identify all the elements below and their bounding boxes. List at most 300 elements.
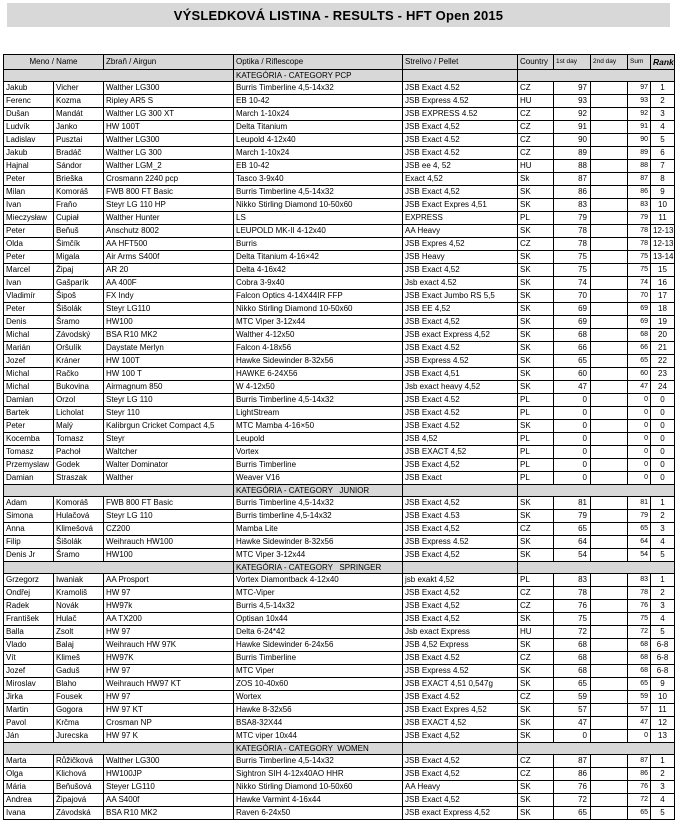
header-pellet: Strelivo / Pellet xyxy=(403,55,518,70)
cell-country: SK xyxy=(518,794,554,807)
cell-first-name: Ivan xyxy=(4,199,54,212)
cell-airgun: Walther LG 300 xyxy=(104,147,234,160)
cell-airgun: HW 100T xyxy=(104,355,234,368)
cell-rank: 4 xyxy=(651,121,675,134)
cell-airgun: Steyr LG 110 xyxy=(104,394,234,407)
table-row xyxy=(4,147,675,160)
cell-day1-score: 0 xyxy=(554,420,591,433)
cell-pellet: JSB EXACT 4,52 xyxy=(403,717,518,730)
table-row xyxy=(4,342,675,355)
cell-rank: 10 xyxy=(651,199,675,212)
table-row xyxy=(4,355,675,368)
cell-first-name: Peter xyxy=(4,251,54,264)
cell-rank: 2 xyxy=(651,587,675,600)
cell-sum: 0 xyxy=(628,433,651,446)
page-title-banner xyxy=(7,3,670,27)
cell-airgun: HW 97 K xyxy=(104,730,234,743)
cell-surname: Gašparík xyxy=(54,277,104,290)
cell-pellet: JSB Exact 4,52 xyxy=(403,459,518,472)
cell-sum: 65 xyxy=(628,355,651,368)
cell-surname: Závodský xyxy=(54,329,104,342)
cell-pellet: JSB Express 4.52 xyxy=(403,355,518,368)
cell-rank: 0 xyxy=(651,472,675,485)
cell-surname: Fraňo xyxy=(54,199,104,212)
cell-rank: 24 xyxy=(651,381,675,394)
cell-airgun: HW 97 KT xyxy=(104,704,234,717)
cell-sum: 0 xyxy=(628,459,651,472)
cell-day2-score xyxy=(591,95,628,108)
cell-sum: 68 xyxy=(628,639,651,652)
cell-day2-score xyxy=(591,134,628,147)
cell-first-name: Adam xyxy=(4,497,54,510)
cell-surname: Vicher xyxy=(54,82,104,95)
table-row xyxy=(4,730,675,743)
cell-day2-score xyxy=(591,497,628,510)
cell-day2-score xyxy=(591,381,628,394)
cell-rank: 6-8 xyxy=(651,639,675,652)
cell-day1-score: 81 xyxy=(554,497,591,510)
cell-sum: 76 xyxy=(628,781,651,794)
table-row xyxy=(4,768,675,781)
cell-first-name: Mária xyxy=(4,781,54,794)
cell-day1-score: 78 xyxy=(554,238,591,251)
cell-airgun: HW97k xyxy=(104,600,234,613)
cell-sum: 74 xyxy=(628,277,651,290)
cell-day1-score: 59 xyxy=(554,691,591,704)
cell-pellet: JSB Exact 4,52 xyxy=(403,316,518,329)
cell-country: HU xyxy=(518,626,554,639)
table-row xyxy=(4,433,675,446)
cell-day2-score xyxy=(591,108,628,121)
cell-airgun: AA HFT500 xyxy=(104,238,234,251)
table-row xyxy=(4,95,675,108)
cell-surname: Žipaj xyxy=(54,264,104,277)
cell-airgun: Daystate Merlyn xyxy=(104,342,234,355)
cell-pellet: JSB Exact 4,52 xyxy=(403,613,518,626)
cell-surname: Růžičková xyxy=(54,755,104,768)
cell-pellet: JSB Express 4.52 xyxy=(403,95,518,108)
cell-rank: 9 xyxy=(651,186,675,199)
cell-airgun: FWB 800 FT Basic xyxy=(104,497,234,510)
cell-country: SK xyxy=(518,536,554,549)
cell-sum: 69 xyxy=(628,316,651,329)
cell-pellet: JSB Exact 4,52 xyxy=(403,497,518,510)
cell-scope: Hawke Sidewinder 6-24x56 xyxy=(234,639,403,652)
cell-airgun: Walter Dominator xyxy=(104,459,234,472)
table-row xyxy=(4,225,675,238)
cell-sum: 59 xyxy=(628,691,651,704)
cell-country: CZ xyxy=(518,587,554,600)
cell-day1-score: 88 xyxy=(554,160,591,173)
cell-airgun: Steyr LG110 xyxy=(104,303,234,316)
cell-day1-score: 91 xyxy=(554,121,591,134)
table-row xyxy=(4,160,675,173)
table-row xyxy=(4,600,675,613)
cell-country: PL xyxy=(518,394,554,407)
cell-surname: Beňuš xyxy=(54,225,104,238)
cell-pellet: JSB Heavy xyxy=(403,251,518,264)
cell-day1-score: 64 xyxy=(554,536,591,549)
cell-first-name: Dušan xyxy=(4,108,54,121)
cell-pellet: JSB Exact 4.52 xyxy=(403,134,518,147)
cell-pellet: JSB exact Express 4,52 xyxy=(403,807,518,820)
cell-surname: Kráner xyxy=(54,355,104,368)
category-row xyxy=(4,70,675,82)
table-row xyxy=(4,329,675,342)
cell-scope: Hawke 8-32x56 xyxy=(234,704,403,717)
cell-sum: 81 xyxy=(628,497,651,510)
cell-first-name: Przemyslaw xyxy=(4,459,54,472)
cell-day1-score: 89 xyxy=(554,147,591,160)
table-row xyxy=(4,497,675,510)
cell-day1-score: 78 xyxy=(554,225,591,238)
cell-day1-score: 47 xyxy=(554,717,591,730)
cell-sum: 68 xyxy=(628,329,651,342)
header-sum: Sum xyxy=(628,55,651,70)
cell-surname: Blaho xyxy=(54,678,104,691)
cell-day1-score: 68 xyxy=(554,329,591,342)
cell-sum: 93 xyxy=(628,95,651,108)
table-row xyxy=(4,794,675,807)
cell-day1-score: 92 xyxy=(554,108,591,121)
cell-pellet: JSB Exact 4.52 xyxy=(403,691,518,704)
cell-rank: 12 xyxy=(651,717,675,730)
cell-rank: 3 xyxy=(651,523,675,536)
cell-sum: 90 xyxy=(628,134,651,147)
category-spacer-right xyxy=(518,485,675,497)
cell-sum: 87 xyxy=(628,755,651,768)
cell-pellet: JSB Expres 4,52 xyxy=(403,238,518,251)
cell-country: SK xyxy=(518,665,554,678)
cell-pellet: JSB Exact 4,52 xyxy=(403,549,518,562)
cell-scope: Burris timberline 4,5-14x32 xyxy=(234,510,403,523)
cell-day1-score: 69 xyxy=(554,316,591,329)
page-title: VÝSLEDKOVÁ LISTINA - RESULTS - HFT Open 2015 xyxy=(173,7,504,23)
cell-sum: 66 xyxy=(628,342,651,355)
cell-country: CZ xyxy=(518,238,554,251)
cell-rank: 0 xyxy=(651,459,675,472)
cell-sum: 92 xyxy=(628,108,651,121)
cell-airgun: Walther xyxy=(104,472,234,485)
cell-sum: 54 xyxy=(628,549,651,562)
cell-scope: Vortex xyxy=(234,446,403,459)
cell-sum: 72 xyxy=(628,626,651,639)
cell-day1-score: 0 xyxy=(554,433,591,446)
cell-sum: 47 xyxy=(628,381,651,394)
cell-first-name: Peter xyxy=(4,303,54,316)
cell-airgun: Ripley AR5 S xyxy=(104,95,234,108)
cell-airgun: AR 20 xyxy=(104,264,234,277)
cell-country: HU xyxy=(518,160,554,173)
cell-airgun: Weihrauch HW 97K xyxy=(104,639,234,652)
cell-first-name: Balla xyxy=(4,626,54,639)
cell-country: SK xyxy=(518,290,554,303)
cell-scope: Delta Titanium xyxy=(234,121,403,134)
category-title: KATEGÓRIA - CATEGORY WOMEN xyxy=(234,743,403,755)
cell-pellet: JSB Exact 4.52 xyxy=(403,147,518,160)
cell-surname: Godek xyxy=(54,459,104,472)
cell-sum: 83 xyxy=(628,574,651,587)
cell-sum: 79 xyxy=(628,510,651,523)
cell-surname: Bukovina xyxy=(54,381,104,394)
cell-airgun: Walther LG 300 XT xyxy=(104,108,234,121)
cell-day2-score xyxy=(591,212,628,225)
cell-first-name: Pavol xyxy=(4,717,54,730)
cell-sum: 65 xyxy=(628,807,651,820)
cell-day1-score: 83 xyxy=(554,199,591,212)
cell-rank: 1 xyxy=(651,755,675,768)
cell-sum: 75 xyxy=(628,613,651,626)
cell-first-name: Michal xyxy=(4,368,54,381)
cell-day2-score xyxy=(591,678,628,691)
cell-sum: 89 xyxy=(628,147,651,160)
cell-pellet: Jsb exact heavy 4,52 xyxy=(403,381,518,394)
cell-surname: Gogora xyxy=(54,704,104,717)
cell-first-name: Anna xyxy=(4,523,54,536)
cell-day1-score: 65 xyxy=(554,678,591,691)
cell-pellet: JSB Exact 4.52 xyxy=(403,394,518,407)
cell-country: CZ xyxy=(518,768,554,781)
cell-day1-score: 66 xyxy=(554,342,591,355)
cell-sum: 69 xyxy=(628,303,651,316)
cell-first-name: Martin xyxy=(4,704,54,717)
table-row xyxy=(4,665,675,678)
cell-day1-score: 65 xyxy=(554,523,591,536)
cell-surname: Komoráš xyxy=(54,497,104,510)
table-row xyxy=(4,613,675,626)
cell-first-name: Hajnal xyxy=(4,160,54,173)
cell-day1-score: 75 xyxy=(554,613,591,626)
cell-scope: Hawke Sidewinder 8-32x56 xyxy=(234,536,403,549)
cell-rank: 5 xyxy=(651,549,675,562)
cell-scope: Hawke Sidewinder 8-32x56 xyxy=(234,355,403,368)
cell-day1-score: 65 xyxy=(554,355,591,368)
cell-day1-score: 90 xyxy=(554,134,591,147)
cell-rank: 5 xyxy=(651,807,675,820)
cell-rank: 5 xyxy=(651,134,675,147)
cell-first-name: Ondřej xyxy=(4,587,54,600)
cell-sum: 72 xyxy=(628,794,651,807)
cell-sum: 87 xyxy=(628,173,651,186)
cell-scope: March 1-10x24 xyxy=(234,147,403,160)
table-row xyxy=(4,251,675,264)
cell-day1-score: 76 xyxy=(554,781,591,794)
cell-day2-score xyxy=(591,691,628,704)
cell-country: PL xyxy=(518,407,554,420)
cell-rank: 22 xyxy=(651,355,675,368)
cell-pellet: JSB Exact 4,51 xyxy=(403,368,518,381)
cell-surname: Migala xyxy=(54,251,104,264)
cell-scope: MTC Mamba 4-16×50 xyxy=(234,420,403,433)
cell-day1-score: 54 xyxy=(554,549,591,562)
cell-pellet: EXPRESS xyxy=(403,212,518,225)
cell-airgun: Anschutz 8002 xyxy=(104,225,234,238)
category-title: KATEGÓRIA - CATEGORY JUNIOR xyxy=(234,485,403,497)
cell-scope: MTC-Viper xyxy=(234,587,403,600)
cell-sum: 75 xyxy=(628,251,651,264)
cell-rank: 18 xyxy=(651,303,675,316)
category-title: KATEGÓRIA - CATEGORY SPRINGER xyxy=(234,562,403,574)
cell-day1-score: 0 xyxy=(554,459,591,472)
cell-sum: 86 xyxy=(628,768,651,781)
cell-airgun: HW 97 xyxy=(104,626,234,639)
cell-sum: 86 xyxy=(628,186,651,199)
cell-country: CZ xyxy=(518,652,554,665)
cell-surname: Komoráš xyxy=(54,186,104,199)
cell-pellet: JSB Exact 4,52 xyxy=(403,755,518,768)
cell-pellet: JSB Exact Expres 4,52 xyxy=(403,704,518,717)
cell-country: SK xyxy=(518,199,554,212)
cell-day2-score xyxy=(591,368,628,381)
cell-sum: 0 xyxy=(628,472,651,485)
table-row xyxy=(4,316,675,329)
cell-scope: Cobra 3-9x40 xyxy=(234,277,403,290)
cell-day1-score: 57 xyxy=(554,704,591,717)
cell-first-name: Bartek xyxy=(4,407,54,420)
cell-sum: 75 xyxy=(628,264,651,277)
cell-first-name: Marián xyxy=(4,342,54,355)
cell-surname: Hulačová xyxy=(54,510,104,523)
cell-rank: 21 xyxy=(651,342,675,355)
header-scope: Optika / Riflescope xyxy=(234,55,403,70)
table-row xyxy=(4,781,675,794)
cell-scope: Burris Timberline 4,5-14x32 xyxy=(234,394,403,407)
cell-pellet: jsb exakt 4,52 xyxy=(403,574,518,587)
cell-rank: 15 xyxy=(651,264,675,277)
cell-scope: Nikko Stirling Diamond 10-50x60 xyxy=(234,199,403,212)
cell-first-name: František xyxy=(4,613,54,626)
cell-country: PL xyxy=(518,459,554,472)
cell-airgun: Walther LG300 xyxy=(104,134,234,147)
cell-day1-score: 0 xyxy=(554,730,591,743)
cell-surname: Šišolák xyxy=(54,303,104,316)
cell-day2-score xyxy=(591,264,628,277)
cell-sum: 0 xyxy=(628,407,651,420)
cell-airgun: CZ200 xyxy=(104,523,234,536)
category-spacer-left xyxy=(4,70,234,82)
cell-scope: ZOS 10-40x60 xyxy=(234,678,403,691)
cell-day2-score xyxy=(591,730,628,743)
category-title: KATEGÓRIA - CATEGORY PCP xyxy=(234,70,403,82)
cell-first-name: Kocemba xyxy=(4,433,54,446)
cell-rank: 4 xyxy=(651,613,675,626)
cell-day2-score xyxy=(591,639,628,652)
cell-day2-score xyxy=(591,717,628,730)
cell-surname: Beňušová xyxy=(54,781,104,794)
cell-surname: Janko xyxy=(54,121,104,134)
cell-scope: Tasco 3-9x40 xyxy=(234,173,403,186)
table-row xyxy=(4,472,675,485)
cell-pellet: JSB Exact 4,52 xyxy=(403,264,518,277)
cell-day2-score xyxy=(591,355,628,368)
cell-first-name: Vladimír xyxy=(4,290,54,303)
cell-day2-score xyxy=(591,768,628,781)
cell-first-name: Andrea xyxy=(4,794,54,807)
cell-day1-score: 68 xyxy=(554,652,591,665)
cell-day2-score xyxy=(591,290,628,303)
cell-scope: Burris Timberline xyxy=(234,459,403,472)
cell-scope: Burris Timberline 4,5-14x32 xyxy=(234,497,403,510)
cell-surname: Žipajová xyxy=(54,794,104,807)
cell-pellet: JSB 4,52 Express xyxy=(403,639,518,652)
cell-country: SK xyxy=(518,381,554,394)
table-row xyxy=(4,523,675,536)
cell-pellet: JSB EXACT 4,51 0,547g xyxy=(403,678,518,691)
cell-surname: Mandát xyxy=(54,108,104,121)
cell-pellet: AA Heavy xyxy=(403,781,518,794)
cell-country: SK xyxy=(518,264,554,277)
cell-rank: 0 xyxy=(651,446,675,459)
cell-sum: 88 xyxy=(628,160,651,173)
cell-scope: Nikko Stirling Diamond 10-50x60 xyxy=(234,303,403,316)
cell-day2-score xyxy=(591,807,628,820)
cell-country: SK xyxy=(518,497,554,510)
cell-pellet: JSB Exact 4.52 xyxy=(403,652,518,665)
cell-rank: 0 xyxy=(651,433,675,446)
cell-country: CZ xyxy=(518,691,554,704)
cell-first-name: Michal xyxy=(4,381,54,394)
category-spacer-mid xyxy=(403,70,518,82)
table-row xyxy=(4,82,675,95)
cell-rank: 1 xyxy=(651,82,675,95)
table-row xyxy=(4,407,675,420)
cell-first-name: Grzegorz xyxy=(4,574,54,587)
cell-country: CZ xyxy=(518,755,554,768)
cell-scope: Raven 6-24x50 xyxy=(234,807,403,820)
cell-first-name: Tomasz xyxy=(4,446,54,459)
cell-first-name: Michal xyxy=(4,329,54,342)
cell-first-name: Damian xyxy=(4,394,54,407)
cell-scope: W 4-12x50 xyxy=(234,381,403,394)
cell-sum: 47 xyxy=(628,717,651,730)
table-row xyxy=(4,199,675,212)
cell-day2-score xyxy=(591,407,628,420)
results-tbody xyxy=(4,70,675,820)
cell-surname: Kramoliš xyxy=(54,587,104,600)
cell-sum: 64 xyxy=(628,536,651,549)
cell-scope: Burris Timberline 4,5-14x32 xyxy=(234,755,403,768)
cell-pellet: JSB Express 4.52 xyxy=(403,536,518,549)
cell-first-name: Filip xyxy=(4,536,54,549)
cell-scope: MTC viper 10x44 xyxy=(234,730,403,743)
cell-day2-score xyxy=(591,755,628,768)
cell-sum: 65 xyxy=(628,523,651,536)
cell-day2-score xyxy=(591,433,628,446)
table-row xyxy=(4,264,675,277)
cell-airgun: AA S400f xyxy=(104,794,234,807)
cell-country: CZ xyxy=(518,134,554,147)
cell-rank: 5 xyxy=(651,626,675,639)
cell-day1-score: 76 xyxy=(554,600,591,613)
cell-pellet: JSB Exact Expres 4,51 xyxy=(403,199,518,212)
cell-first-name: Mieczysław xyxy=(4,212,54,225)
table-row xyxy=(4,303,675,316)
cell-first-name: Jozef xyxy=(4,665,54,678)
cell-airgun: HW100JP xyxy=(104,768,234,781)
cell-day2-score xyxy=(591,316,628,329)
cell-sum: 70 xyxy=(628,290,651,303)
cell-first-name: Simona xyxy=(4,510,54,523)
cell-day2-score xyxy=(591,613,628,626)
cell-day2-score xyxy=(591,549,628,562)
cell-day2-score xyxy=(591,225,628,238)
cell-airgun: FWB 800 FT Basic xyxy=(104,186,234,199)
cell-first-name: Jozef xyxy=(4,355,54,368)
cell-airgun: Steyr xyxy=(104,433,234,446)
cell-pellet: JSB EE 4,52 xyxy=(403,303,518,316)
table-row xyxy=(4,691,675,704)
cell-country: SK xyxy=(518,704,554,717)
